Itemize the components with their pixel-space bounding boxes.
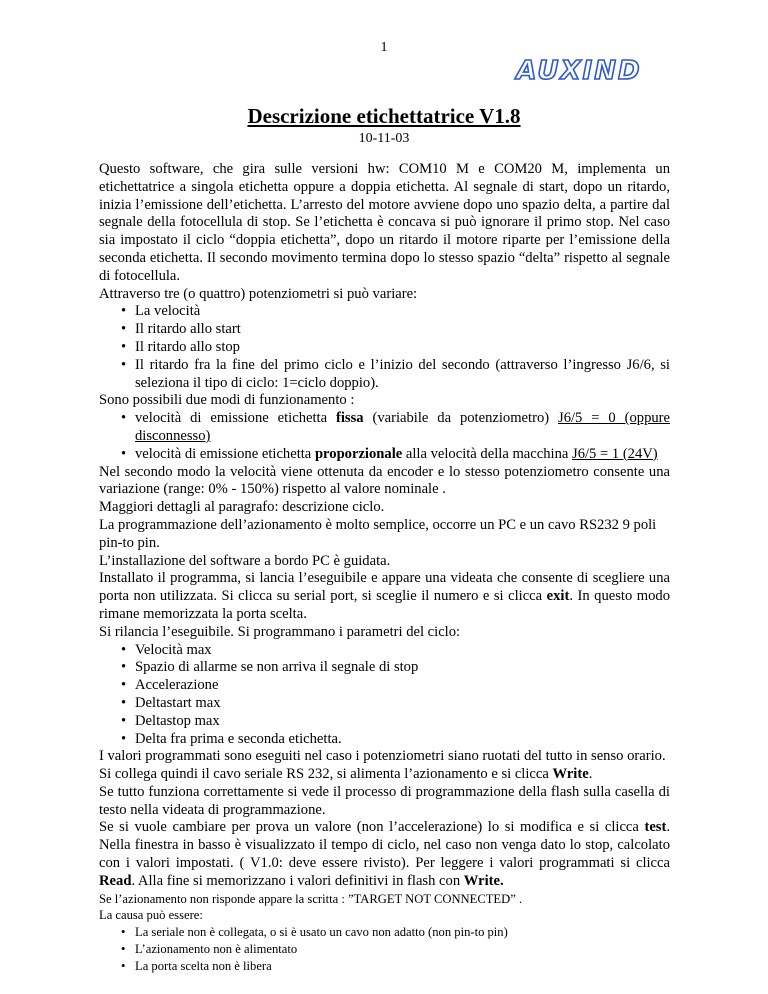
- mode-fixed-keyword: fissa: [335, 410, 364, 427]
- list-item: • Velocità max: [99, 642, 670, 660]
- installed-paragraph: Installato il programma, si lancia l’eseguibile e appare una videata che consente di scegliere una porta non utilizzata. Si clicca su serial port, si sceglie il numero e si clicca exit. In questo modo rimane memorizzata la porta scelta.: [99, 570, 670, 622]
- potentiometer-intro: Attraverso tre (o quattro) potenziometri si può variare:: [99, 285, 418, 302]
- mode-proportional-item: • velocità di emissione etichetta proporzionale alla velocità della macchina J6/5 = 1 (24V): [99, 446, 670, 464]
- relaunch-paragraph: Si rilancia l’eseguibile. Si programmano i parametri del ciclo:: [99, 623, 461, 640]
- no-response-paragraph: Se l’azionamento non risponde appare la scritta : ”TARGET NOT CONNECTED” .: [99, 891, 523, 906]
- modes-intro: Sono possibili due modi di funzionamento :: [99, 392, 355, 409]
- mode-fixed-item: • velocità di emissione etichetta fissa (variabile da potenziometro) J6/5 = 0 (oppure disconnesso): [99, 410, 670, 446]
- document-title: Descrizione etichettatrice V1.8: [247, 104, 521, 128]
- mode-fixed-setting: J6/5 = 0 (oppure disconnesso): [135, 410, 670, 444]
- cause-intro: La causa può essere:: [99, 908, 203, 923]
- read-keyword: Read: [99, 872, 132, 889]
- second-mode-paragraph: Nel secondo modo la velocità viene ottenuta da encoder e lo stesso potenziometro consente una variazione (range: 0% - 150%) rispetto al valore nominale .: [99, 463, 670, 498]
- page-number: 1: [380, 40, 388, 55]
- parameter-list: [99, 642, 670, 749]
- list-item: • Accelerazione: [99, 677, 670, 695]
- list-item: • Il ritardo allo start: [99, 321, 670, 339]
- mode-proportional-keyword: proporzionale: [314, 445, 403, 462]
- modes-list: [99, 410, 670, 463]
- list-item: • Spazio di allarme se non arriva il segnale di stop: [99, 659, 670, 677]
- list-item: • Il ritardo fra la fine del primo ciclo e l’inizio del secondo (attraverso l’ingresso J6/6, si seleziona il tipo di ciclo: 1=ciclo doppio).: [99, 357, 670, 393]
- values-note: I valori programmati sono eseguiti nel caso i potenziometri siano ruotati del tutto in senso orario.: [99, 748, 666, 765]
- list-item: • Delta fra prima e seconda etichetta.: [99, 731, 670, 749]
- logo-text: AUXIND: [516, 56, 642, 86]
- success-paragraph: Se tutto funziona correttamente si vede il processo di programmazione della flash sulla casella di testo nella videata di programmazione.: [99, 783, 670, 818]
- list-item: • L’azionamento non è alimentato: [99, 941, 670, 958]
- document-date: 10-11-03: [358, 131, 410, 146]
- write-keyword: Write: [552, 766, 589, 783]
- write-final-keyword: Write.: [463, 872, 504, 889]
- install-paragraph: L’installazione del software a bordo PC è guidata.: [99, 552, 391, 569]
- test-keyword: test: [644, 819, 667, 836]
- intro-paragraph: Questo software, che gira sulle versioni hw: COM10 M e COM20 M, implementa un etichettatrice a singola etichetta oppure a doppia etichetta. Al segnale di start, dopo un ritardo, inizia l’emissione dell’etichetta. L’arresto del motore avviene dopo uno spazio delta, a partire dal segnale della fotocellula di stop. Se l’etichetta è concava si può ignorare il primo stop. Nel caso sia impostato il ciclo “doppia etichetta”, dopo un ritardo il motore riparte per l’emissione della seconda etichetta. Il secondo movimento termina dopo lo stesso spazio “delta” rispetto al segnale di fotocellula.: [99, 161, 670, 284]
- list-item: • Il ritardo allo stop: [99, 339, 670, 357]
- programming-paragraph: La programmazione dell’azionamento è molto semplice, occorre un PC e un cavo RS232 9 poli pin-to pin.: [99, 516, 657, 551]
- list-item: • Deltastart max: [99, 695, 670, 713]
- connect-paragraph: Si collega quindi il cavo seriale RS 232, si alimenta l’azionamento e si clicca Write.: [99, 766, 593, 783]
- potentiometer-list: [99, 303, 670, 392]
- list-item: • La porta scelta non è libera: [99, 958, 670, 975]
- list-item: • Deltastop max: [99, 713, 670, 731]
- cause-list: [99, 924, 670, 974]
- change-paragraph: Se si vuole cambiare per prova un valore (non l’accelerazione) lo si modifica e si clicca test. Nella finestra in basso è visualizzato il tempo di ciclo, nel caso non venga dato lo stop, calcolato con i valori impostati. ( V1.0: deve essere rivisto). Per leggere i valori programmati si clicca Read. Alla fine si memorizzano i valori definitivi in flash con Write.: [99, 819, 670, 889]
- auxind-logo: [509, 52, 649, 86]
- mode-proportional-setting: J6/5 = 1 (24V): [572, 445, 658, 462]
- details-paragraph: Maggiori dettagli al paragrafo: descrizione ciclo.: [99, 499, 385, 516]
- list-item: • La seriale non è collegata, o si è usato un cavo non adatto (non pin-to pin): [99, 924, 670, 941]
- exit-keyword: exit: [546, 588, 570, 605]
- list-item: • La velocità: [99, 303, 670, 321]
- document-body: [99, 161, 670, 975]
